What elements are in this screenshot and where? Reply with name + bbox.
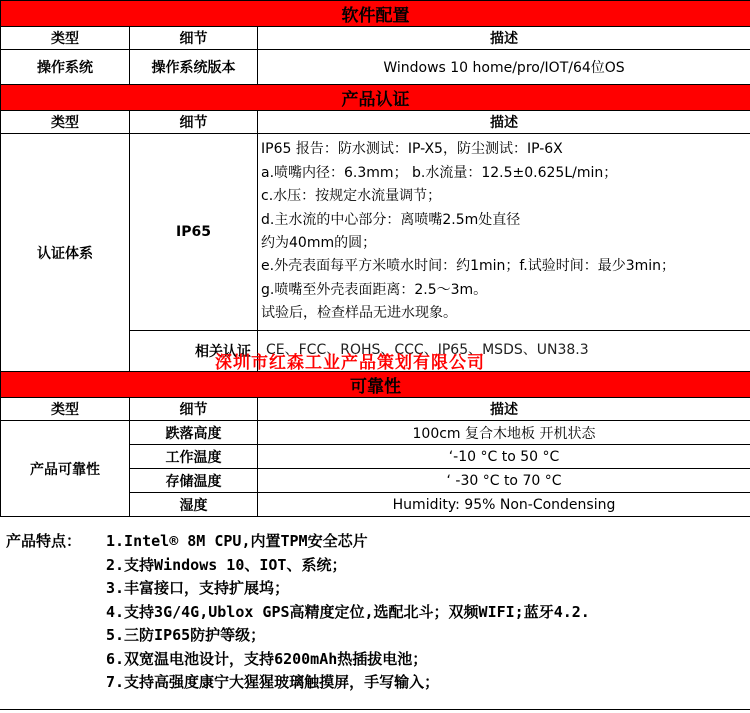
- header-type: 类型: [1, 398, 130, 421]
- related-cert-detail-cell: 相关认证: [130, 331, 258, 372]
- certification-title: 产品认证: [1, 85, 750, 111]
- features-label: 产品特点：: [6, 532, 82, 550]
- cert-type-cell: 认证体系: [1, 134, 130, 372]
- reliability-detail-cell: 跌落高度: [130, 421, 258, 445]
- ip65-line: g.喷嘴至外壳表面距离：2.5～3m。: [261, 281, 488, 298]
- reliability-detail-cell: 工作温度: [130, 445, 258, 469]
- header-type: 类型: [1, 27, 130, 50]
- software-config-title: 软件配置: [1, 1, 750, 27]
- header-desc: 描述: [258, 398, 750, 421]
- bottom-border: [0, 709, 750, 710]
- reliability-desc-cell: 100cm 复合木地板 开机状态: [258, 421, 750, 445]
- ip65-desc-cell: [258, 134, 750, 331]
- reliability-type-cell: 产品可靠性: [1, 421, 130, 517]
- ip65-line: c.水压：按规定水流量调节；: [261, 188, 442, 205]
- os-detail-cell: 操作系统版本: [130, 50, 258, 85]
- certification-table: [0, 84, 750, 372]
- header-detail: 细节: [130, 27, 258, 50]
- header-desc: 描述: [258, 111, 750, 134]
- feature-item: 4.支持3G/4G,Ublox GPS高精度定位,选配北斗；双频WIFI;蓝牙4.2.: [106, 602, 590, 621]
- reliability-desc-cell: ‘-10 °C to 50 °C: [258, 445, 750, 469]
- ip65-line: IP65 报告：防水测试：IP-X5，防尘测试：IP-6X: [261, 141, 563, 158]
- ip65-line: d.主水流的中心部分：离喷嘴2.5m处直径: [261, 211, 521, 228]
- reliability-desc-cell: Humidity: 95% Non-Condensing: [258, 493, 750, 517]
- feature-item: 1.Intel® 8M CPU,内置TPM安全芯片: [106, 532, 368, 550]
- ip65-detail-cell: IP65: [130, 134, 258, 331]
- reliability-detail-cell: 存储温度: [130, 469, 258, 493]
- software-config-table: [0, 0, 750, 85]
- reliability-table: [0, 371, 750, 517]
- feature-item: 7.支持高强度康宁大猩猩玻璃触摸屏，手写输入；: [106, 673, 440, 691]
- feature-item: 6.双宽温电池设计，支持6200mAh热插拔电池；: [106, 649, 428, 668]
- ip65-line: e.外壳表面每平方米喷水时间：约1min；f.试验时间：最少3min；: [261, 258, 676, 275]
- reliability-detail-cell: 湿度: [130, 493, 258, 517]
- header-desc: 描述: [258, 27, 750, 50]
- ip65-line: 试验后，检查样品无进水现象。: [261, 305, 457, 322]
- feature-item: 5.三防IP65防护等级；: [106, 626, 266, 644]
- company-watermark: 深圳市红森工业产品策划有限公司: [215, 353, 485, 373]
- os-desc-cell: Windows 10 home/pro/IOT/64位OS: [258, 50, 750, 85]
- os-type-cell: 操作系统: [1, 50, 130, 85]
- header-type: 类型: [1, 111, 130, 134]
- feature-item: 3.丰富接口，支持扩展坞；: [106, 579, 290, 597]
- reliability-desc-cell: ‘ -30 °C to 70 °C: [258, 469, 750, 493]
- feature-item: 2.支持Windows 10、IOT、系统；: [106, 555, 347, 574]
- reliability-title: 可靠性: [1, 372, 750, 398]
- ip65-line: a.喷嘴内径：6.3mm； b.水流量：12.5±0.625L/min；: [261, 164, 618, 181]
- header-detail: 细节: [130, 111, 258, 134]
- ip65-line: 约为40mm的圆；: [261, 235, 377, 251]
- header-detail: 细节: [130, 398, 258, 421]
- related-cert-desc-cell: CE、FCC、ROHS、CCC、IP65、MSDS、UN38.3: [258, 331, 750, 372]
- features-list: [106, 530, 590, 695]
